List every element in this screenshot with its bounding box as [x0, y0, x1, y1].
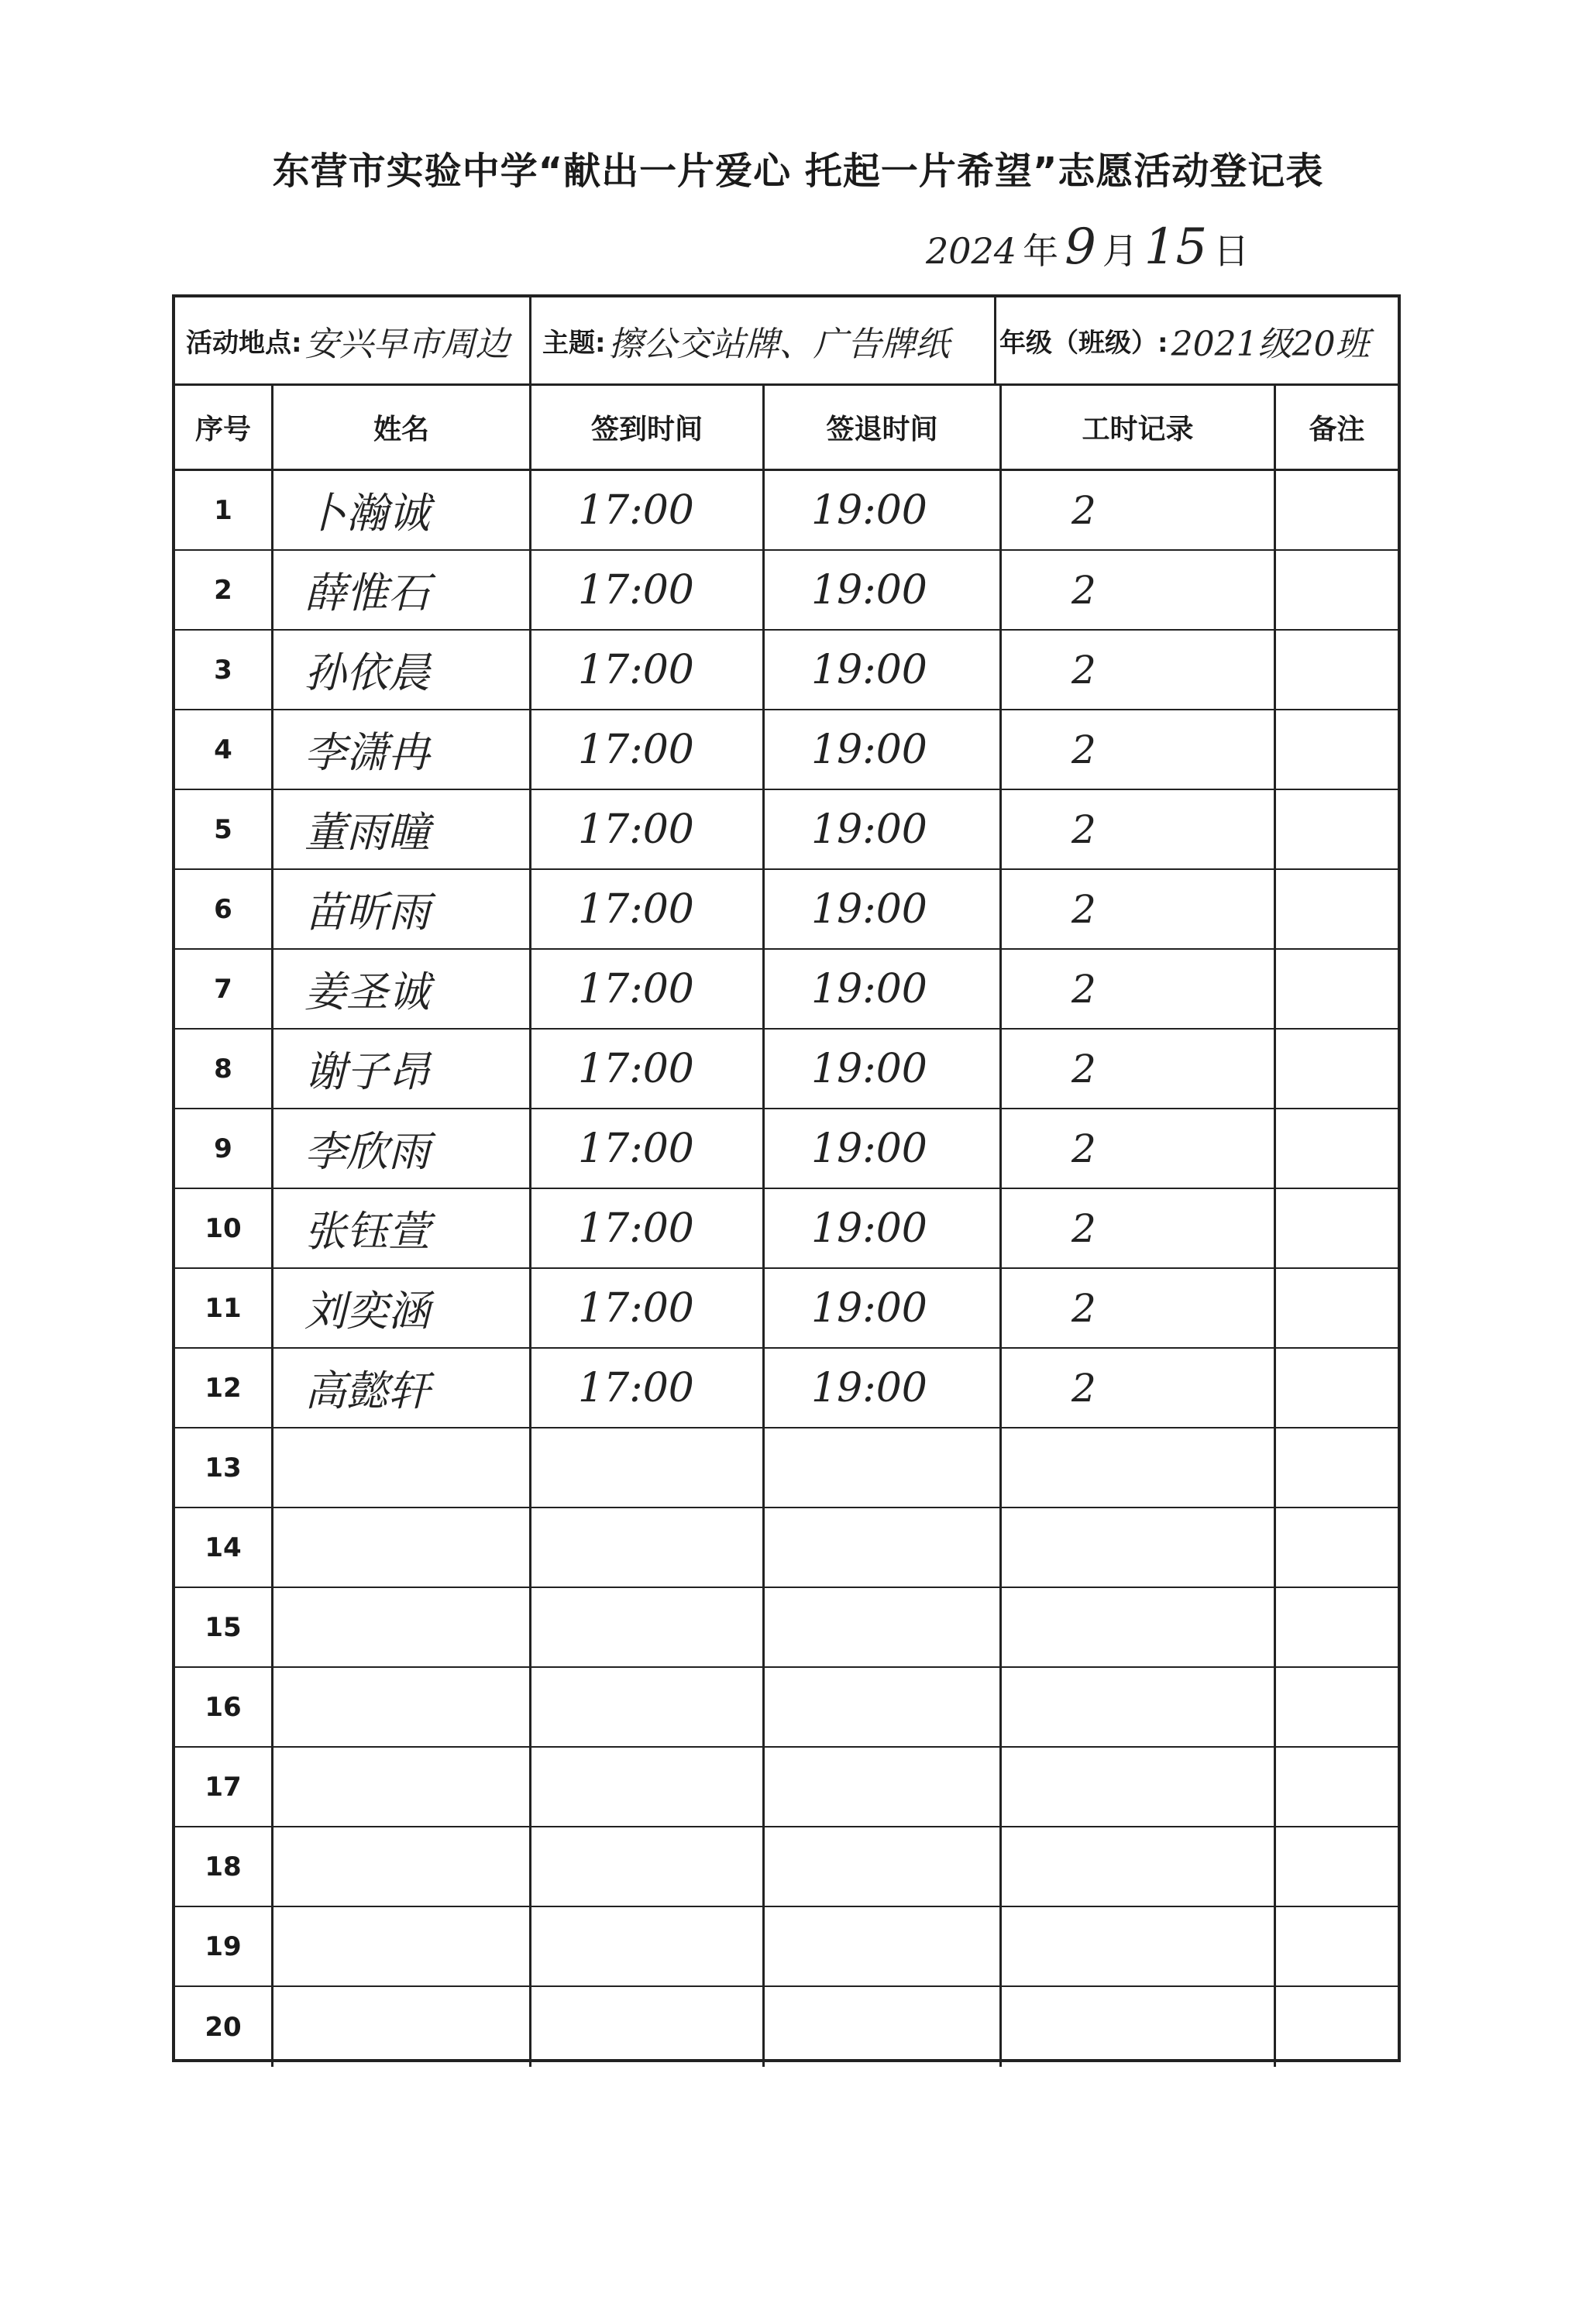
header-checkout: 签退时间 [762, 386, 999, 469]
location-label: 活动地点: [186, 328, 302, 359]
row-checkin-time: 17:00 [529, 1349, 762, 1427]
row-hours: 2 [999, 1109, 1274, 1188]
row-number: 1 [214, 494, 232, 526]
row-name: 高懿轩 [271, 1349, 529, 1427]
row-checkout-time [762, 1588, 999, 1666]
date-year: 2024 [926, 230, 1017, 272]
row-checkin-time [529, 1987, 762, 2067]
row-checkout-time: 19:00 [762, 1109, 999, 1188]
row-hours [999, 1428, 1274, 1507]
theme-value: 擦公交站牌、广告牌纸 [608, 324, 950, 364]
row-checkin-time [529, 1508, 762, 1587]
form-date [926, 218, 1249, 276]
table-row [175, 790, 1398, 870]
date-month-unit: 月 [1102, 230, 1138, 272]
row-name: 刘奕涵 [271, 1269, 529, 1347]
row-name: 谢子昂 [271, 1030, 529, 1108]
row-name: 薛惟石 [271, 551, 529, 629]
table-row [175, 1987, 1398, 2067]
row-hours: 2 [999, 870, 1274, 948]
grade-label: 年级（班级）: [999, 328, 1168, 359]
table-row [175, 1588, 1398, 1668]
row-name: 苗昕雨 [271, 870, 529, 948]
table-row [175, 1349, 1398, 1428]
row-hours: 2 [999, 790, 1274, 868]
row-name: 姜圣诚 [271, 950, 529, 1028]
row-remark [1274, 1827, 1398, 1906]
row-checkout-time: 19:00 [762, 710, 999, 789]
table-row [175, 1189, 1398, 1269]
row-checkin-time [529, 1428, 762, 1507]
row-hours [999, 1588, 1274, 1666]
row-name [271, 1588, 529, 1666]
row-checkin-time: 17:00 [529, 950, 762, 1028]
date-day: 15 [1144, 218, 1208, 276]
row-checkout-time [762, 1827, 999, 1906]
theme-label: 主题: [542, 328, 606, 359]
row-checkin-time: 17:00 [529, 631, 762, 709]
table-row [175, 1907, 1398, 1987]
form-title: 东营市实验中学“献出一片爱心 托起一片希望”志愿活动登记表 [272, 150, 1324, 193]
row-remark [1274, 790, 1398, 868]
row-number: 9 [214, 1133, 232, 1164]
row-name [271, 1428, 529, 1507]
row-remark [1274, 1668, 1398, 1746]
row-hours [999, 1668, 1274, 1746]
row-checkout-time: 19:00 [762, 1030, 999, 1108]
table-row [175, 870, 1398, 950]
row-checkout-time: 19:00 [762, 631, 999, 709]
row-number: 2 [214, 574, 232, 606]
date-day-unit: 日 [1213, 230, 1250, 272]
row-hours [999, 1827, 1274, 1906]
header-no: 序号 [194, 414, 251, 445]
table-row [175, 950, 1398, 1030]
table-row [175, 710, 1398, 790]
row-checkout-time [762, 1907, 999, 1985]
location-cell [175, 297, 529, 383]
header-hours: 工时记录 [999, 386, 1274, 469]
header-remark: 备注 [1274, 386, 1398, 469]
row-checkout-time: 19:00 [762, 1269, 999, 1347]
row-hours: 2 [999, 1030, 1274, 1108]
row-number: 6 [214, 893, 232, 925]
row-remark [1274, 1189, 1398, 1267]
activity-info-row [175, 297, 1398, 386]
row-checkin-time [529, 1907, 762, 1985]
row-checkout-time: 19:00 [762, 1349, 999, 1427]
row-number: 12 [205, 1372, 242, 1404]
row-checkin-time: 17:00 [529, 1189, 762, 1267]
row-remark [1274, 471, 1398, 549]
table-row [175, 1827, 1398, 1907]
row-checkin-time: 17:00 [529, 710, 762, 789]
row-hours: 2 [999, 631, 1274, 709]
row-checkin-time: 17:00 [529, 1269, 762, 1347]
row-name [271, 1508, 529, 1587]
row-checkin-time [529, 1827, 762, 1906]
row-remark [1274, 631, 1398, 709]
row-number: 4 [214, 734, 232, 765]
table-row [175, 551, 1398, 631]
row-remark [1274, 1349, 1398, 1427]
row-name: 孙依晨 [271, 631, 529, 709]
date-year-unit: 年 [1023, 230, 1059, 272]
row-remark [1274, 710, 1398, 789]
row-hours: 2 [999, 1189, 1274, 1267]
row-hours: 2 [999, 950, 1274, 1028]
row-checkin-time [529, 1748, 762, 1826]
grade-cell [994, 297, 1398, 383]
row-name: 董雨瞳 [271, 790, 529, 868]
row-checkin-time: 17:00 [529, 551, 762, 629]
row-checkin-time: 17:00 [529, 790, 762, 868]
row-remark [1274, 950, 1398, 1028]
table-row [175, 1748, 1398, 1827]
row-remark [1274, 1030, 1398, 1108]
row-checkout-time: 19:00 [762, 950, 999, 1028]
row-number: 7 [214, 973, 232, 1005]
row-checkout-time [762, 1508, 999, 1587]
row-hours: 2 [999, 551, 1274, 629]
row-checkout-time: 19:00 [762, 870, 999, 948]
row-checkin-time [529, 1668, 762, 1746]
row-checkin-time: 17:00 [529, 1109, 762, 1188]
row-number: 14 [205, 1532, 242, 1563]
header-name: 姓名 [271, 386, 529, 469]
location-value: 安兴早市周边 [304, 324, 510, 364]
table-row [175, 631, 1398, 710]
row-number: 16 [205, 1691, 242, 1723]
date-month: 9 [1065, 218, 1096, 276]
row-name [271, 1907, 529, 1985]
row-remark [1274, 1748, 1398, 1826]
table-header-row [175, 386, 1398, 471]
row-hours: 2 [999, 471, 1274, 549]
row-checkout-time [762, 1748, 999, 1826]
row-hours: 2 [999, 1269, 1274, 1347]
table-row [175, 1508, 1398, 1588]
row-checkout-time [762, 1668, 999, 1746]
row-name [271, 1987, 529, 2067]
row-name: 李欣雨 [271, 1109, 529, 1188]
row-name [271, 1668, 529, 1746]
table-row [175, 471, 1398, 551]
row-number: 10 [205, 1212, 242, 1244]
row-remark [1274, 870, 1398, 948]
row-name: 李潇冉 [271, 710, 529, 789]
row-remark [1274, 1109, 1398, 1188]
row-number: 8 [214, 1053, 232, 1085]
header-checkin: 签到时间 [529, 386, 762, 469]
row-name: 卜瀚诚 [271, 471, 529, 549]
row-remark [1274, 1508, 1398, 1587]
table-row [175, 1428, 1398, 1508]
row-number: 11 [205, 1292, 242, 1324]
row-checkout-time: 19:00 [762, 790, 999, 868]
row-checkout-time [762, 1987, 999, 2067]
row-hours [999, 1987, 1274, 2067]
row-number: 19 [205, 1930, 242, 1962]
row-checkout-time: 19:00 [762, 1189, 999, 1267]
row-number: 20 [205, 2011, 242, 2043]
table-row [175, 1668, 1398, 1748]
row-number: 17 [205, 1771, 242, 1803]
row-remark [1274, 1588, 1398, 1666]
row-remark [1274, 1907, 1398, 1985]
row-hours [999, 1748, 1274, 1826]
row-remark [1274, 1269, 1398, 1347]
row-number: 13 [205, 1452, 242, 1483]
row-checkin-time [529, 1588, 762, 1666]
grade-value: 2021级20班 [1171, 324, 1370, 364]
row-hours [999, 1508, 1274, 1587]
row-name [271, 1827, 529, 1906]
table-row [175, 1269, 1398, 1349]
row-number: 18 [205, 1851, 242, 1882]
row-hours: 2 [999, 1349, 1274, 1427]
table-row [175, 1109, 1398, 1189]
registration-table [172, 294, 1401, 2062]
row-number: 5 [214, 813, 232, 845]
row-checkin-time: 17:00 [529, 471, 762, 549]
row-remark [1274, 551, 1398, 629]
row-checkout-time: 19:00 [762, 551, 999, 629]
row-name [271, 1748, 529, 1826]
row-number: 15 [205, 1611, 242, 1643]
row-remark [1274, 1987, 1398, 2067]
row-number: 3 [214, 654, 232, 686]
row-checkout-time [762, 1428, 999, 1507]
row-remark [1274, 1428, 1398, 1507]
row-hours: 2 [999, 710, 1274, 789]
row-checkin-time: 17:00 [529, 1030, 762, 1108]
table-row [175, 1030, 1398, 1109]
theme-cell [529, 297, 994, 383]
row-checkin-time: 17:00 [529, 870, 762, 948]
row-name: 张钰萱 [271, 1189, 529, 1267]
row-checkout-time: 19:00 [762, 471, 999, 549]
row-hours [999, 1907, 1274, 1985]
